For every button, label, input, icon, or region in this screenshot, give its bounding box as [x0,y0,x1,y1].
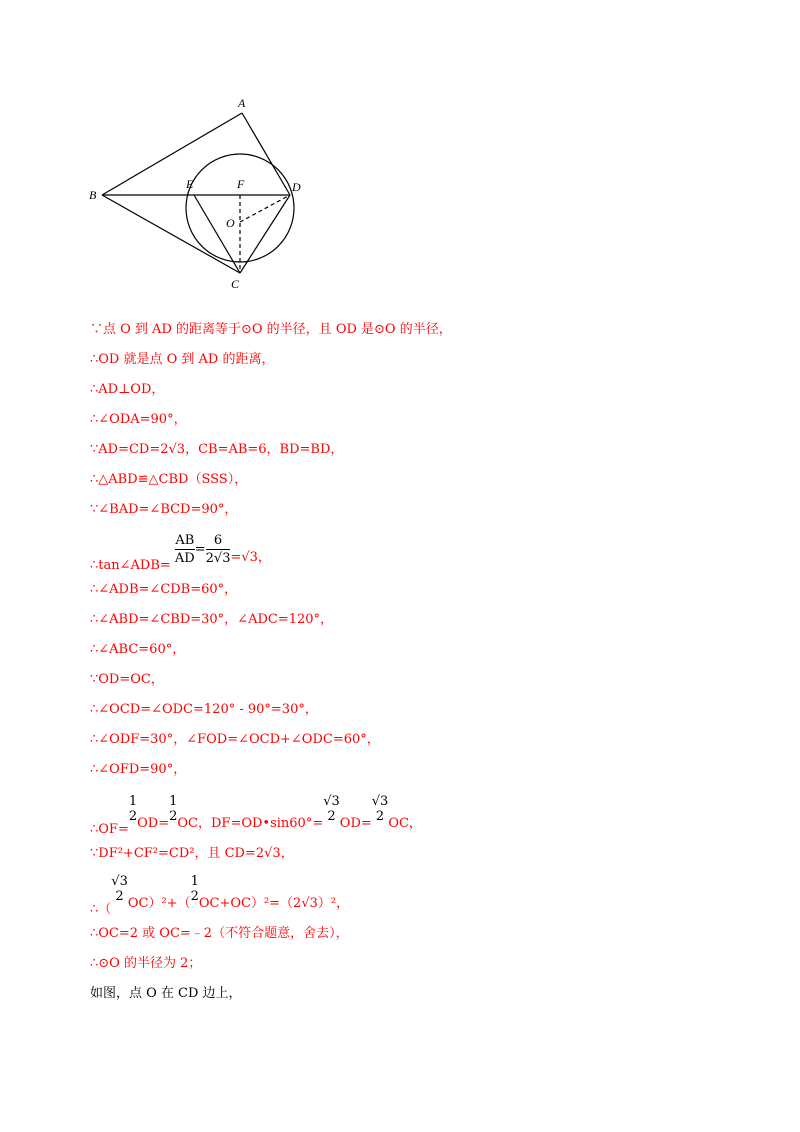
line-8: ∴tan∠ADB= $\frac{AB}{AD}$ = $\frac{6}{2√3}$ =√3， [90,533,271,573]
line-17: ∵DF²+CF²=CD²，且 CD=2√3， [90,846,294,861]
segment-dc [240,195,290,273]
tan-fraction-1: $\frac{AB}{AD}$ [174,533,195,566]
tan-fraction-2: $\frac{6}{2√3}$ [205,533,231,566]
line-6: ∴△ABD≌△CBD（SSS）， [90,472,248,487]
line-18: ∴（ √3 2 OC）²+（ 1 2 OC+OC）²=（2√3）²， [90,874,350,917]
line-11: ∴∠ABC=60°， [90,642,186,657]
line-20: ∴⊙O 的半径为 2； [90,956,202,971]
line-7: ∵∠BAD=∠BCD=90°， [90,502,238,517]
segment-od-dashed [240,195,290,222]
line-19: ∴OC=2 或 OC=﹣2（不符合题意，舍去）， [90,926,349,941]
line-1: ∵点 O 到 AD 的距离等于⊙O 的半径，且 OD 是⊙O 的半径， [90,322,452,337]
line-4: ∴∠ODA=90°， [90,412,187,427]
line-15: ∴∠OFD=90°， [90,762,187,777]
line-16: ∴OF= 1 2 OD= 1 2 OC，DF=OD•sin60°= √3 2 OD= √3 2 OC， [90,794,422,837]
line-12: ∵OD=OC， [90,672,164,687]
label-e: E [186,177,194,191]
segment-ad [242,113,290,195]
line-3: ∴AD⊥OD， [90,382,165,397]
segment-bc [102,195,240,273]
geometry-figure [80,90,320,300]
label-f: F [237,177,245,191]
line-10: ∴∠ABD=∠CBD=30°，∠ADC=120°， [90,612,334,627]
label-d: D [292,180,301,194]
line-9: ∴∠ADB=∠CDB=60°， [90,582,238,597]
label-b: B [89,188,97,202]
line-14: ∴∠ODF=30°，∠FOD=∠OCD+∠ODC=60°， [90,732,380,747]
label-c: C [231,277,240,291]
line-13: ∴∠OCD=∠ODC=120° - 90°=30°， [90,702,318,717]
line-2: ∴OD 就是点 O 到 AD 的距离， [90,352,275,367]
segment-ba [102,113,242,195]
line-21: 如图，点 O 在 CD 边上， [90,986,242,1001]
label-a: A [238,96,246,110]
tan-prefix: ∴tan∠ADB= [90,558,171,573]
label-o: O [226,216,235,230]
line-5: ∵AD=CD=2√3，CB=AB=6，BD=BD， [90,442,344,457]
segment-ec [194,195,240,273]
